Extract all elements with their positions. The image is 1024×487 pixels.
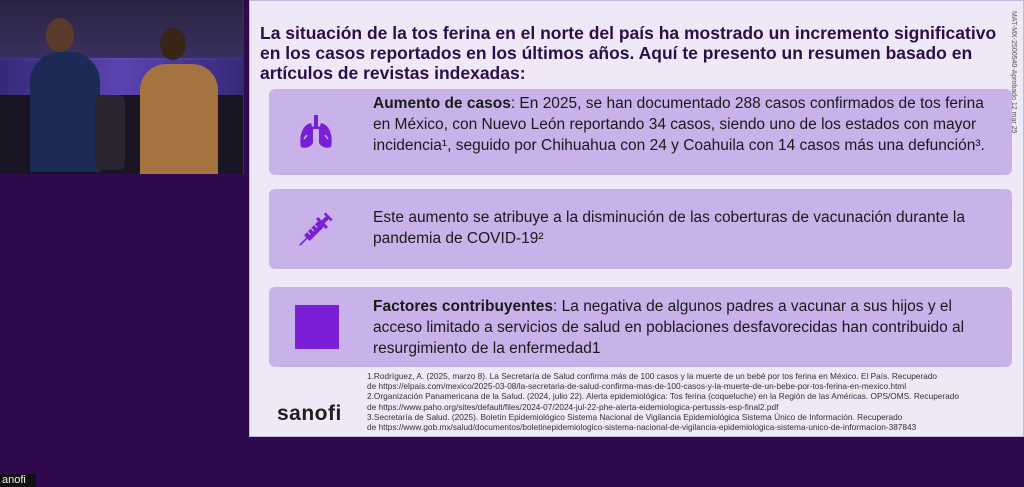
speaker-1-body (30, 52, 100, 172)
slide-title: La situación de la tos ferina en el norte del país ha mostrado un incremento significativo en los casos reportados en los últimos años. Aquí te presento un resumen basado en artículos de revistas indexadas: (260, 23, 997, 83)
reference-line: de https://www.paho.org/sites/default/files/2024-07/2024-jul-22-phe-alerta-eidemiologica-pertussis-esp-final2.pdf (367, 401, 779, 412)
lungs-icon (295, 111, 337, 153)
fact-box-vaccination (269, 189, 1012, 269)
speaker-2-body (140, 64, 218, 174)
speaker-1-head (46, 18, 74, 52)
fact-heading-factors: Factores contribuyentes (373, 298, 554, 315)
fact-heading-cases: Aumento de casos (373, 95, 511, 112)
speaker-2-head (160, 28, 186, 60)
fact-text-cases (373, 93, 998, 156)
reference-line: de https://elpais.com/mexico/2025-03-08/la-secretaria-de-salud-confirma-mas-de-100-casos-y-la-muerte-de-un-bebe-por-tos-ferina-en-mexico.html (367, 381, 907, 392)
fact-text-factors (373, 296, 998, 359)
chair (95, 95, 125, 170)
participant-name-label: anofi (0, 474, 36, 487)
fact-box-factors (269, 287, 1012, 367)
slide-panel (249, 0, 1024, 437)
video-tile (0, 0, 244, 174)
approval-code (1007, 9, 1021, 169)
fact-body-cases: : En 2025, se han documentado 288 casos confirmados de tos ferina en México, con Nuevo León reportando 34 casos, siendo uno de los estados con mayor incidencia¹, seguido por Chihuahua con 24 y Coahuila con 14 casos más una defunción³. (373, 95, 985, 154)
fact-text-vaccination: Este aumento se atribuye a la disminución de las coberturas de vacunación durante la pandemia de COVID-19² (373, 209, 965, 247)
square-icon (295, 305, 339, 349)
reference-line: 1.Rodríguez, A. (2025, marzo 8). La Secretaría de Salud confirma más de 100 casos y la muerte de un bebé por tos ferina en México. El País. Recuperado (367, 371, 938, 381)
fact-box-cases (269, 89, 1012, 175)
approval-code-text: MAT-MX-2500540-Aprobado 12 mar 25 (1010, 11, 1017, 134)
fact-body-factors: : La negativa de algunos padres a vacunar a sus hijos y el acceso limitado a servicios de salud en poblaciones desfavorecidas han contribuido al resurgimiento de la enfermedad1 (373, 298, 965, 357)
video-background-wall (0, 0, 243, 60)
references (367, 371, 1017, 432)
syringe-icon (295, 208, 337, 250)
reference-line: 3.Secretaría de Salud. (2025). Boletín Epidemiológico Sistema Nacional de Vigilancia Epidemiológica Sistema Único de Información. Recuperado (367, 411, 903, 422)
sanofi-logo: sanofi (277, 402, 342, 425)
reference-line: de https://www.gob.mx/salud/documentos/boletinepidemiologico-sistema-nacional-de-vigilancia-epidemiologica-sistema-unico-de-informacion-387843 (367, 422, 917, 433)
reference-line: 2.Organización Panamericana de la Salud. (2024, julio 22). Alerta epidemiológica: Tos ferina (coqueluche) en la Región de las Américas. OPS/OMS. Recuperado (367, 391, 960, 402)
